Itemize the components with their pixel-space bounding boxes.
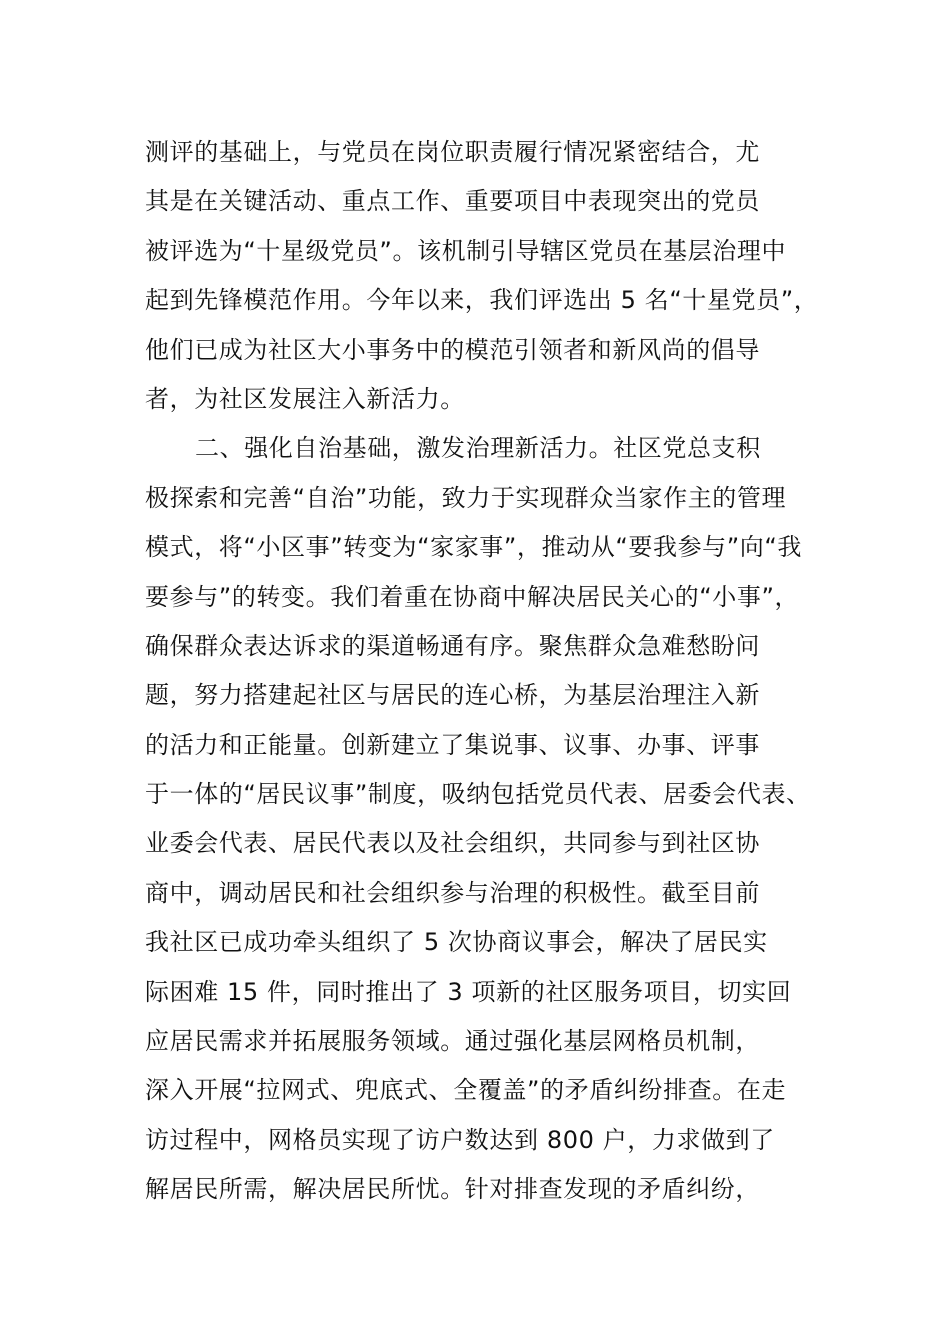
text-line: 解居民所需，解决居民所忧。针对排查发现的矛盾纠纷， [145,1175,760,1204]
text-line: 起到先锋模范作用。今年以来，我们评选出 5 名“十星党员”， [145,286,819,315]
text-line: 应居民需求并拓展服务领域。通过强化基层网格员机制， [145,1027,760,1056]
text-line: 于一体的“居民议事”制度，吸纳包括党员代表、居委会代表、 [145,780,811,809]
text-line: 测评的基础上，与党员在岗位职责履行情况紧密结合，尤 [145,138,760,166]
text-line: 深入开展“拉网式、兜底式、全覆盖”的矛盾纠纷排查。在走 [145,1076,787,1105]
text-line: 我社区已成功牵头组织了 5 次协商议事会，解决了居民实 [145,928,768,957]
text-line: 他们已成为社区大小事务中的模范引领者和新风尚的倡导 [145,335,760,364]
text-line: 商中，调动居民和社会组织参与治理的积极性。截至目前 [145,878,760,907]
text-line: 际困难 15 件，同时推出了 3 项新的社区服务项目，切实回 [145,977,792,1006]
text-line: 其是在关键活动、重点工作、重要项目中表现突出的党员 [145,187,760,216]
body-text [145,128,825,1215]
text-line: 题，努力搭建起社区与居民的连心桥，为基层治理注入新 [145,681,760,710]
text-line: 极探索和完善“自治”功能，致力于实现群众当家作主的管理 [145,483,787,512]
text-line: 访过程中，网格员实现了访户数达到 800 户，力求做到了 [145,1125,775,1154]
section-heading-line: 二、强化自治基础，激发治理新活力。社区党总支积 [195,434,761,463]
text-line: 要参与”的转变。我们着重在协商中解决居民关心的“小事”， [145,582,800,611]
text-line: 的活力和正能量。创新建立了集说事、议事、办事、评事 [145,730,760,759]
text-line: 模式，将“小区事”转变为“家家事”，推动从“要我参与”向“我 [145,533,803,562]
text-line: 被评选为“十星级党员”。该机制引导辖区党员在基层治理中 [145,236,787,265]
text-line: 者，为社区发展注入新活力。 [145,384,465,413]
text-line: 业委会代表、居民代表以及社会组织，共同参与到社区协 [145,829,760,858]
text-line: 确保群众表达诉求的渠道畅通有序。聚焦群众急难愁盼问 [145,631,760,660]
